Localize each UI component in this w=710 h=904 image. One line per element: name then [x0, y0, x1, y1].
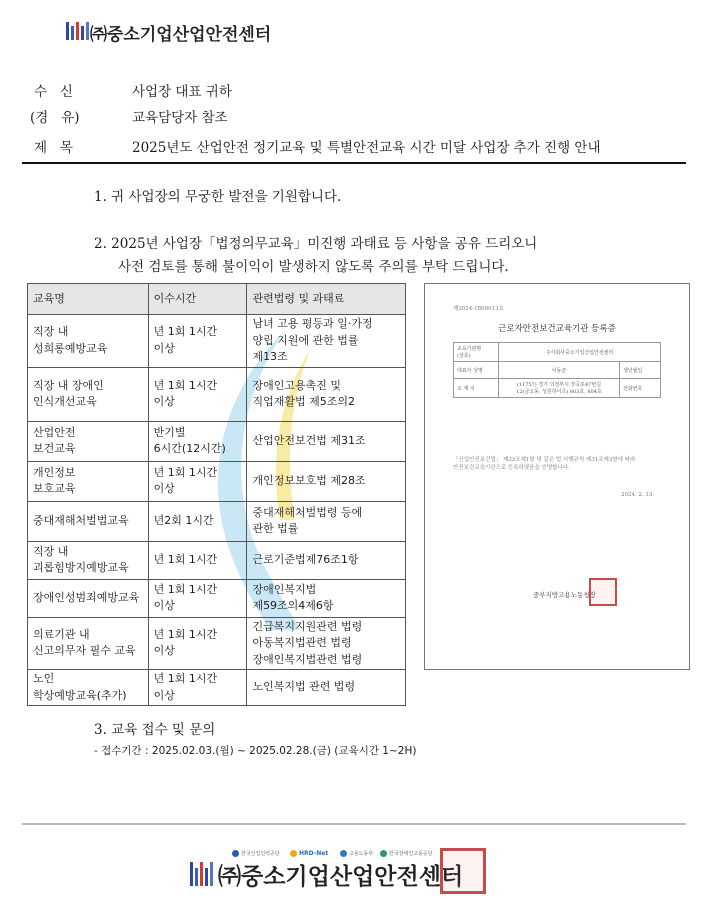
- recipient-label: 수 신: [34, 84, 73, 100]
- company-seal-icon: [440, 848, 486, 894]
- footer-logo-bars-icon: [190, 862, 213, 886]
- paragraph-2-line-2: 사전 검토를 통해 불이익이 발생하지 않도록 주의를 부탁 드립니다.: [118, 259, 509, 275]
- course-hours: 년 1회 1시간: [148, 541, 247, 579]
- subject-label: 제 목: [34, 140, 73, 156]
- table-header-row: [28, 284, 406, 315]
- course-name: 직장 내 괴롭힘방지예방교육: [28, 541, 149, 579]
- course-hours: 년 1회 1시간 이상: [148, 367, 247, 421]
- course-name: 노인 학상예방교육(추가): [28, 670, 149, 706]
- cert-cell: 생년월일: [620, 362, 661, 379]
- table-row: [28, 670, 406, 706]
- course-name: 의료기관 내 신고의무자 필수 교육: [28, 617, 149, 670]
- course-law: 근로기준법제76조1항: [247, 541, 406, 579]
- logo-bars-icon: [66, 22, 89, 40]
- cert-cell: 대표자 성명: [454, 362, 499, 379]
- course-name: 중대재해처벌법교육: [28, 501, 149, 541]
- cert-cell: (11757) 경기 의정부시 장곡로47번길 12(금오동, 성원하이츠) 803호, 804호: [499, 379, 620, 398]
- course-hours: 년 1회 1시간 이상: [148, 315, 247, 368]
- cert-cell: 교육기관명 (상호): [454, 343, 499, 362]
- course-law: 중대재해처벌법령 등에 관한 법률: [247, 501, 406, 541]
- cert-cell: 전화번호: [620, 379, 661, 398]
- table-row: [28, 617, 406, 670]
- course-hours: 년 1회 1시간 이상: [148, 617, 247, 670]
- subject-value: 2025년도 산업안전 정기교육 및 특별안전교육 시간 미달 사업장 추가 진행 안내: [132, 140, 601, 156]
- partner-hrdkorea-logo: 한국산업인력공단: [232, 850, 280, 857]
- certificate-info-table: [453, 342, 661, 398]
- section-3-title: 3. 교육 접수 및 문의: [94, 722, 216, 738]
- course-law: 개인정보보호법 제28조: [247, 461, 406, 501]
- course-hours: 반기별 6시간(12시간): [148, 421, 247, 461]
- certificate-seal-icon: [589, 578, 617, 606]
- table-row: [28, 541, 406, 579]
- certificate-doc-number: 제2024-1800013호: [453, 306, 504, 312]
- course-hours: 년 1회 1시간 이상: [148, 670, 247, 706]
- column-header-law: 관련법령 및 과태료: [247, 284, 406, 315]
- paragraph-2-line-1: 2. 2025년 사업장「법정의무교육」미진행 과태료 등 사항을 공유 드리오니: [94, 236, 538, 252]
- table-row: [28, 421, 406, 461]
- table-row: [28, 461, 406, 501]
- course-law: 산업안전보건법 제31조: [247, 421, 406, 461]
- paragraph-1: 1. 귀 사업장의 무궁한 발전을 기원합니다.: [94, 189, 342, 205]
- course-law: 장애인고용촉진 및 직업재활법 제5조의2: [247, 367, 406, 421]
- table-row: [28, 501, 406, 541]
- cert-cell: 소 재 지: [454, 379, 499, 398]
- footer-org-name: ㈜중소기업산업안전센터: [218, 864, 464, 890]
- certificate-title: 근로자안전보건교육기관 등록증: [498, 324, 616, 334]
- course-law: 남녀 고용 평등과 일·가정 양립 지원에 관한 법률 제13조: [247, 315, 406, 368]
- table-row: [28, 315, 406, 368]
- certificate-statement: 「산업안전보건법」 제33조제1항 및 같은 법 시행규칙 제31조제3항에 따라 안전보건교육기관으로 등록하였음을 증명합니다.: [453, 457, 636, 472]
- course-name: 직장 내 장애인 인식개선교육: [28, 367, 149, 421]
- course-hours: 년2회 1시간: [148, 501, 247, 541]
- recipient-value: 사업장 대표 귀하: [132, 84, 232, 100]
- course-law: 장애인복지법 제59조의4제6항: [247, 579, 406, 617]
- cert-cell: 주식회사중소기업산업안전센터: [499, 343, 661, 362]
- via-value: 교육담당자 참조: [132, 110, 228, 126]
- partner-kead-logo: 한국장애인고용공단: [380, 850, 432, 857]
- certificate-date: 2024. 2. 13.: [621, 492, 655, 498]
- education-requirements-table: [27, 283, 406, 706]
- certificate-issuer: 중부지방고용노동청장: [533, 591, 596, 599]
- course-hours: 년 1회 1시간 이상: [148, 579, 247, 617]
- course-law: 노인복지법 관련 법령: [247, 670, 406, 706]
- footer-divider: [22, 823, 686, 825]
- course-name: 직장 내 성희롱예방교육: [28, 315, 149, 368]
- via-label: (경 유): [30, 110, 80, 126]
- header-org-name: ㈜중소기업산업안전센터: [90, 25, 272, 45]
- partner-hrdnet-logo: HRD-Net: [290, 850, 328, 857]
- column-header-course: 교육명: [28, 284, 149, 315]
- header-divider: [22, 162, 686, 164]
- application-period: - 접수기간 : 2025.02.03.(월) ~ 2025.02.28.(금) (교육시간 1~2H): [94, 745, 417, 757]
- course-law: 긴급복지지원관련 법령 아동복지법관련 법령 장애인복지법관련 법령: [247, 617, 406, 670]
- table-row: [28, 367, 406, 421]
- course-name: 산업안전 보건교육: [28, 421, 149, 461]
- table-row: [28, 579, 406, 617]
- partner-moel-logo: 고용노동부: [340, 850, 373, 857]
- cert-cell: 이동균: [499, 362, 620, 379]
- column-header-hours: 이수시간: [148, 284, 247, 315]
- course-name: 장애인성범죄예방교육: [28, 579, 149, 617]
- course-name: 개인정보 보호교육: [28, 461, 149, 501]
- registration-certificate: [424, 283, 690, 670]
- course-hours: 년 1회 1시간 이상: [148, 461, 247, 501]
